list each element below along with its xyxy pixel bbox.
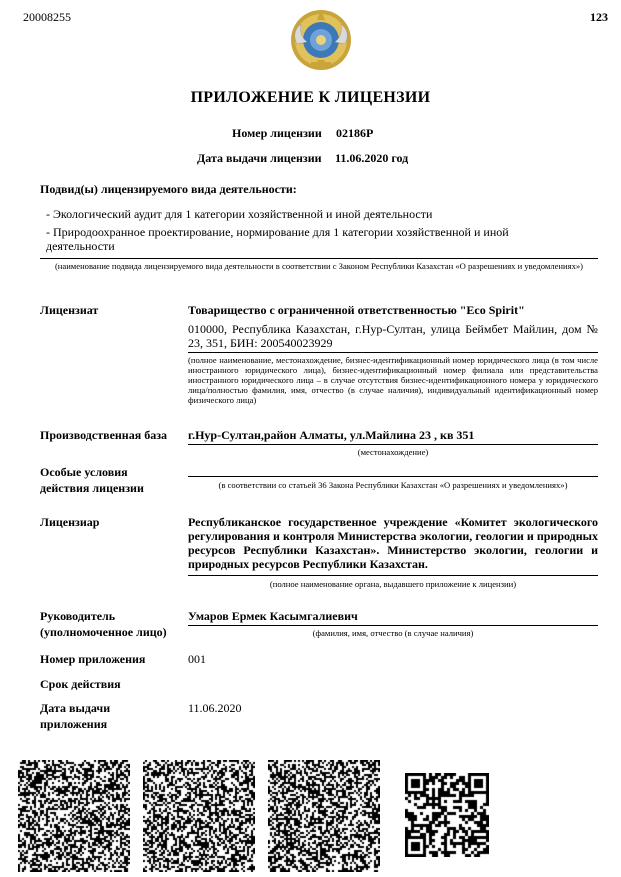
head-note: (фамилия, имя, отчество (в случае наличия) [312,628,474,638]
licensee-name: Товарищество с ограниченной ответственностью "Eco Spirit" [188,303,525,317]
head-label: Руководитель [40,609,116,623]
licensor-value: Республиканское государственное учреждение «Комитет экологического регулирования и контроля Министерства экологии, геологии и природных ресурсов Республики Казахстан». Министерство экологии, геологии и природных ресурсов Республики Казахстан. [188,515,598,571]
appendix-number-value: 001 [188,652,206,666]
page-title: ПРИЛОЖЕНИЕ К ЛИЦЕНЗИИ [190,89,431,106]
state-emblem-icon [287,6,355,74]
barcode-icon [143,760,255,872]
head-label: (уполномоченное лицо) [40,625,167,639]
subtype-item: - Природоохранное проектирование, нормирование для 1 категории хозяйственной и иной деятельности [46,225,509,253]
divider [188,476,598,477]
license-number-label: Номер лицензии [232,126,322,140]
page-number: 123 [590,10,608,24]
divider [188,575,598,576]
document-number: 20008255 [23,10,71,24]
licensee-label: Лицензиат [40,303,99,317]
divider [188,444,598,445]
licensor-label: Лицензиар [40,515,100,529]
special-conditions-label: Особые условия [40,465,128,479]
barcode-icon [18,760,130,872]
subtypes-heading: Подвид(ы) лицензируемого вида деятельности: [40,182,297,196]
license-issue-label: Дата выдачи лицензии [197,151,322,165]
license-number-value: 02186P [336,126,374,140]
production-base-note: (местонахождение) [357,447,429,457]
licensee-note: (полное наименование, местонахождение, бизнес-идентификационный номер юридического лица (в том числе иностранного юридического лица), бизнес-идентификационный номер филиала или представительства иностранного юридического лица – в случае отсутствия бизнес-идентификационного номера у юридического лица/полностью фамилия, имя, отчество (в случае наличия), индивидуальный идентификационный номер физического лица) [188,355,598,405]
subtypes-note: (наименование подвида лицензируемого вида деятельности в соответствии с Законом Республики Казахстан «О разрешениях и уведомлениях») [54,261,584,271]
subtype-item: - Экологический аудит для 1 категории хозяйственной и иной деятельности [46,207,433,221]
special-conditions-label: действия лицензии [40,481,144,495]
appendix-number-label: Номер приложения [40,652,146,666]
production-base-value: г.Нур-Султан,район Алматы, ул.Майлина 23 , кв 351 [188,428,475,442]
appendix-issue-label: Дата выдачи [40,701,111,715]
production-base-label: Производственная база [40,428,168,442]
appendix-issue-value: 11.06.2020 [188,701,242,715]
divider [40,258,598,259]
qr-code-icon [405,773,489,857]
special-conditions-note: (в соответствии со статьей 36 Закона Республики Казахстан «О разрешениях и уведомлениях») [218,480,568,490]
license-issue-value: 11.06.2020 год [335,151,409,165]
divider [188,352,598,353]
appendix-issue-label: приложения [40,717,108,731]
barcode-icon [268,760,380,872]
head-value: Умаров Ермек Касымгалиевич [188,609,358,623]
licensor-note: (полное наименование органа, выдавшего приложение к лицензии) [269,579,517,589]
validity-label: Срок действия [40,677,121,691]
licensee-address: 010000, Республика Казахстан, г.Нур-Султан, улица Беймбет Майлин, дом № 23, 351, БИН: 200540023929 [188,322,598,350]
divider [188,625,598,626]
